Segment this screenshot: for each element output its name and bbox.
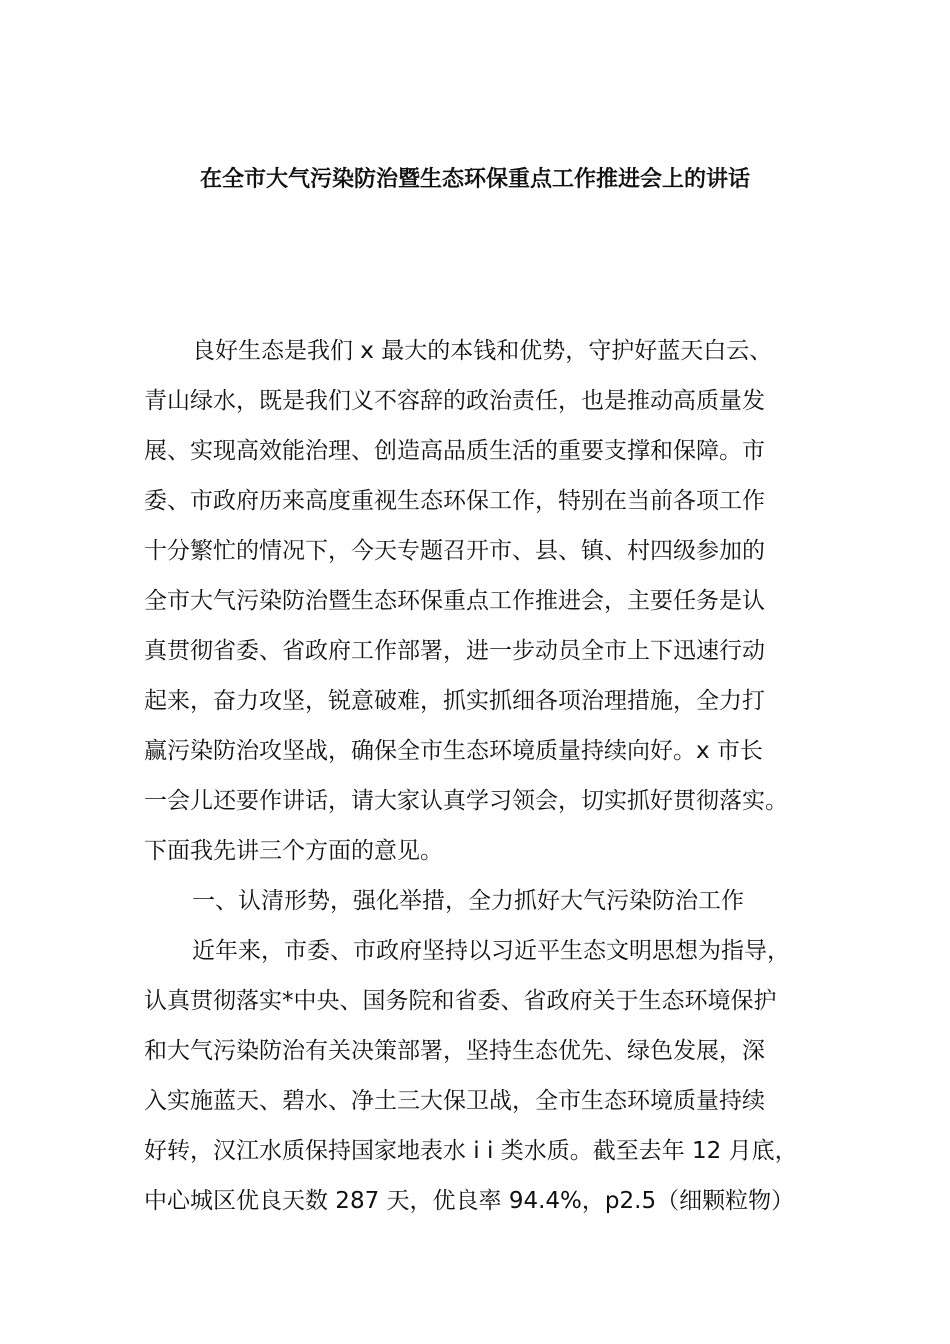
paragraph-line: 入实施蓝天、碧水、净土三大保卫战，全市生态环境质量持续 [144, 1088, 765, 1114]
paragraph-line: 青山绿水，既是我们义不容辞的政治责任，也是推动高质量发 [144, 388, 765, 414]
paragraph-line: 起来，奋力攻坚，锐意破难，抓实抓细各项治理措施，全力打 [144, 688, 765, 714]
section-heading: 一、认清形势，强化举措，全力抓好大气污染防治工作 [192, 888, 744, 914]
paragraph-line: 全市大气污染防治暨生态环保重点工作推进会，主要任务是认 [144, 588, 765, 614]
paragraph-line: 十分繁忙的情况下，今天专题召开市、县、镇、村四级参加的 [144, 538, 765, 564]
paragraph-line: 一会儿还要作讲话，请大家认真学习领会，切实抓好贯彻落实。 [144, 788, 788, 814]
paragraph-line: 好转，汉江水质保持国家地表水 i i 类水质。截至去年 12 月底， [144, 1138, 798, 1164]
paragraph-line: 和大气污染防治有关决策部署，坚持生态优先、绿色发展，深 [144, 1038, 765, 1064]
document-body [144, 326, 824, 1226]
paragraph-line: 近年来，市委、市政府坚持以习近平生态文明思想为指导， [192, 938, 790, 964]
paragraph-line: 真贯彻省委、省政府工作部署，进一步动员全市上下迅速行动 [144, 638, 765, 664]
paragraph-line: 委、市政府历来高度重视生态环保工作，特别在当前各项工作 [144, 488, 765, 514]
paragraph-line: 展、实现高效能治理、创造高品质生活的重要支撑和保障。市 [144, 438, 765, 464]
paragraph-line: 赢污染防治攻坚战，确保全市生态环境质量持续向好。x 市长 [144, 738, 763, 764]
paragraph-line: 下面我先讲三个方面的意见。 [144, 838, 443, 864]
paragraph-line: 中心城区优良天数 287 天，优良率 94.4%，p2.5（细颗粒物） [144, 1188, 795, 1214]
paragraph-line: 良好生态是我们 x 最大的本钱和优势，守护好蓝天白云、 [192, 338, 773, 364]
paragraph-line: 认真贯彻落实*中央、国务院和省委、省政府关于生态环境保护 [144, 988, 777, 1014]
document-title: 在全市大气污染防治暨生态环保重点工作推进会上的讲话 [199, 167, 750, 192]
